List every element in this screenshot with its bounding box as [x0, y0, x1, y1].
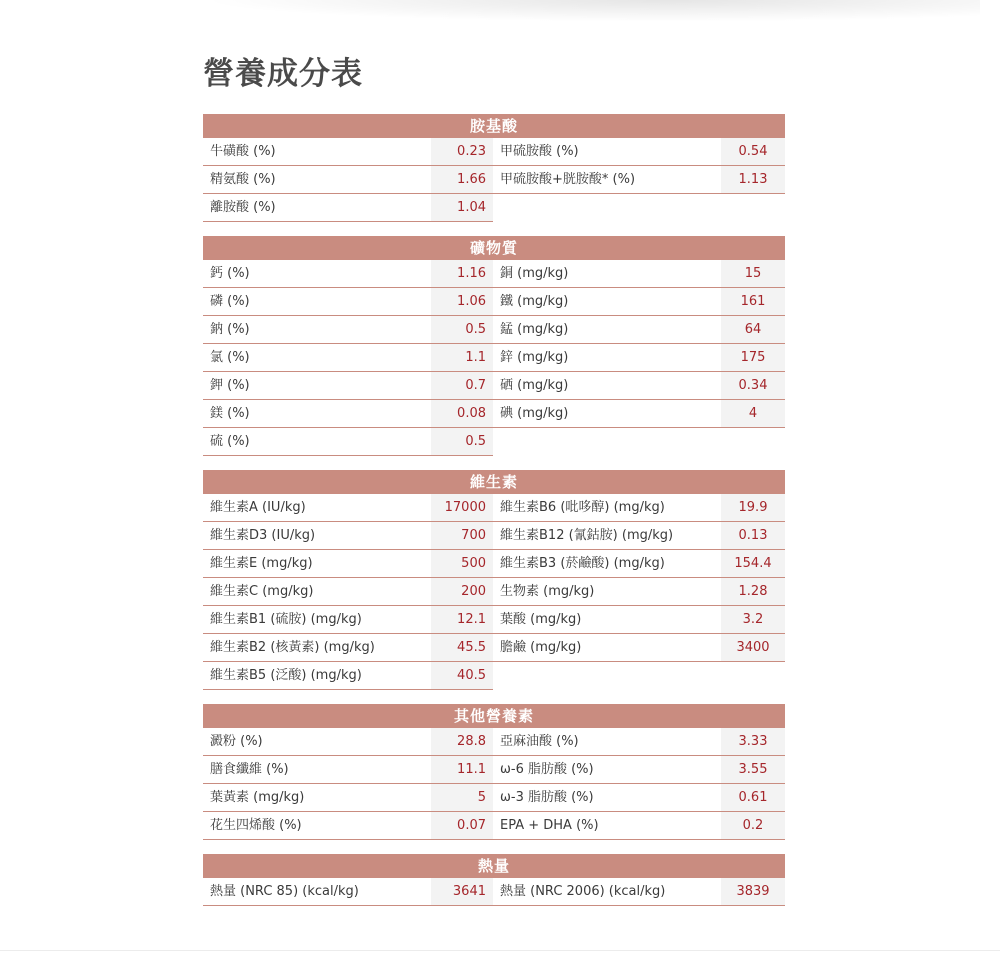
nutrient-label: 維生素A (IU/kg) [203, 494, 431, 522]
nutrient-value [721, 428, 785, 456]
table-row [203, 756, 785, 784]
nutrient-value: 0.5 [431, 428, 493, 456]
nutrient-value: 0.54 [721, 138, 785, 166]
section-vitamins [203, 470, 785, 690]
section-header: 胺基酸 [203, 114, 785, 138]
table-row [203, 494, 785, 522]
nutrient-label: 碘 (mg/kg) [493, 400, 721, 428]
nutrient-value: 3839 [721, 878, 785, 906]
nutrient-value: 4 [721, 400, 785, 428]
section-header: 礦物質 [203, 236, 785, 260]
top-shadow-decoration [200, 0, 980, 22]
nutrient-value: 0.7 [431, 372, 493, 400]
nutrient-label: 鈣 (%) [203, 260, 431, 288]
table-row [203, 372, 785, 400]
nutrient-label: 熱量 (NRC 2006) (kcal/kg) [493, 878, 721, 906]
nutrient-label: 澱粉 (%) [203, 728, 431, 756]
section-header: 熱量 [203, 854, 785, 878]
nutrient-value: 3.2 [721, 606, 785, 634]
nutrient-value: 3641 [431, 878, 493, 906]
section-amino-acids [203, 114, 785, 222]
nutrient-value: 3.33 [721, 728, 785, 756]
nutrient-label: 錳 (mg/kg) [493, 316, 721, 344]
nutrient-value: 45.5 [431, 634, 493, 662]
nutrient-label: 鐵 (mg/kg) [493, 288, 721, 316]
nutrient-value: 17000 [431, 494, 493, 522]
section-header: 維生素 [203, 470, 785, 494]
nutrient-value [721, 194, 785, 222]
bottom-divider [0, 950, 1000, 951]
nutrient-label: 磷 (%) [203, 288, 431, 316]
nutrient-label: 維生素B6 (吡哆醇) (mg/kg) [493, 494, 721, 522]
nutrient-value: 154.4 [721, 550, 785, 578]
table-row [203, 260, 785, 288]
nutrient-value: 40.5 [431, 662, 493, 690]
nutrient-value: 0.5 [431, 316, 493, 344]
nutrient-label [493, 662, 721, 690]
page-title: 營養成分表 [203, 56, 363, 92]
table-row [203, 550, 785, 578]
nutrient-value: 28.8 [431, 728, 493, 756]
nutrient-value: 15 [721, 260, 785, 288]
nutrient-value: 0.13 [721, 522, 785, 550]
table-row [203, 606, 785, 634]
nutrient-label: 鋅 (mg/kg) [493, 344, 721, 372]
table-row [203, 662, 785, 690]
nutrient-label: 維生素B12 (氰鈷胺) (mg/kg) [493, 522, 721, 550]
nutrient-value: 11.1 [431, 756, 493, 784]
nutrient-label: 維生素B3 (菸鹼酸) (mg/kg) [493, 550, 721, 578]
nutrient-value: 0.61 [721, 784, 785, 812]
nutrient-label: 維生素B2 (核黃素) (mg/kg) [203, 634, 431, 662]
table-row [203, 728, 785, 756]
nutrient-label: 維生素E (mg/kg) [203, 550, 431, 578]
table-row [203, 578, 785, 606]
nutrient-value: 1.04 [431, 194, 493, 222]
table-row [203, 166, 785, 194]
nutrient-label: 維生素B1 (硫胺) (mg/kg) [203, 606, 431, 634]
nutrient-label: 維生素C (mg/kg) [203, 578, 431, 606]
nutrient-value: 5 [431, 784, 493, 812]
nutrient-value: 64 [721, 316, 785, 344]
nutrient-label: 熱量 (NRC 85) (kcal/kg) [203, 878, 431, 906]
nutrient-label: 鎂 (%) [203, 400, 431, 428]
nutrient-label: ω-3 脂肪酸 (%) [493, 784, 721, 812]
nutrient-value: 19.9 [721, 494, 785, 522]
table-row [203, 138, 785, 166]
table-row [203, 878, 785, 906]
nutrient-label: 生物素 (mg/kg) [493, 578, 721, 606]
nutrient-label [493, 194, 721, 222]
nutrient-value: 200 [431, 578, 493, 606]
nutrient-label: 花生四烯酸 (%) [203, 812, 431, 840]
nutrient-label: 硫 (%) [203, 428, 431, 456]
nutrient-value: 3.55 [721, 756, 785, 784]
nutrient-label: 膽鹼 (mg/kg) [493, 634, 721, 662]
nutrient-value: 0.34 [721, 372, 785, 400]
nutrient-value: 12.1 [431, 606, 493, 634]
nutrient-label: 銅 (mg/kg) [493, 260, 721, 288]
table-row [203, 522, 785, 550]
nutrient-label: 膳食纖維 (%) [203, 756, 431, 784]
table-row [203, 400, 785, 428]
nutrient-value: 1.16 [431, 260, 493, 288]
nutrient-value: 0.23 [431, 138, 493, 166]
nutrient-value: 0.2 [721, 812, 785, 840]
nutrient-label: 亞麻油酸 (%) [493, 728, 721, 756]
nutrient-value: 1.06 [431, 288, 493, 316]
nutrient-label: 葉酸 (mg/kg) [493, 606, 721, 634]
section-header: 其他營養素 [203, 704, 785, 728]
nutrient-value: 500 [431, 550, 493, 578]
nutrient-label: 牛磺酸 (%) [203, 138, 431, 166]
section-other-nutrients [203, 704, 785, 840]
table-row [203, 812, 785, 840]
section-minerals [203, 236, 785, 456]
nutrient-label: 甲硫胺酸+胱胺酸* (%) [493, 166, 721, 194]
nutrient-label: 鈉 (%) [203, 316, 431, 344]
nutrient-value: 1.13 [721, 166, 785, 194]
nutrient-value: 1.66 [431, 166, 493, 194]
nutrient-label: 離胺酸 (%) [203, 194, 431, 222]
nutrition-table [203, 114, 785, 920]
nutrient-value [721, 662, 785, 690]
nutrient-value: 161 [721, 288, 785, 316]
nutrient-value: 3400 [721, 634, 785, 662]
nutrient-value: 0.08 [431, 400, 493, 428]
nutrient-value: 1.28 [721, 578, 785, 606]
table-row [203, 634, 785, 662]
nutrient-label: 鉀 (%) [203, 372, 431, 400]
nutrient-label: 維生素D3 (IU/kg) [203, 522, 431, 550]
nutrient-label: 硒 (mg/kg) [493, 372, 721, 400]
table-row [203, 316, 785, 344]
nutrient-label: 葉黃素 (mg/kg) [203, 784, 431, 812]
nutrient-value: 700 [431, 522, 493, 550]
nutrient-label: 氯 (%) [203, 344, 431, 372]
nutrient-value: 175 [721, 344, 785, 372]
table-row [203, 344, 785, 372]
nutrient-value: 1.1 [431, 344, 493, 372]
table-row [203, 288, 785, 316]
table-row [203, 784, 785, 812]
nutrient-label: ω-6 脂肪酸 (%) [493, 756, 721, 784]
nutrient-value: 0.07 [431, 812, 493, 840]
nutrient-label: 維生素B5 (泛酸) (mg/kg) [203, 662, 431, 690]
nutrient-label: 甲硫胺酸 (%) [493, 138, 721, 166]
section-energy [203, 854, 785, 906]
table-row [203, 194, 785, 222]
nutrient-label: 精氨酸 (%) [203, 166, 431, 194]
nutrient-label [493, 428, 721, 456]
table-row [203, 428, 785, 456]
nutrient-label: EPA + DHA (%) [493, 812, 721, 840]
